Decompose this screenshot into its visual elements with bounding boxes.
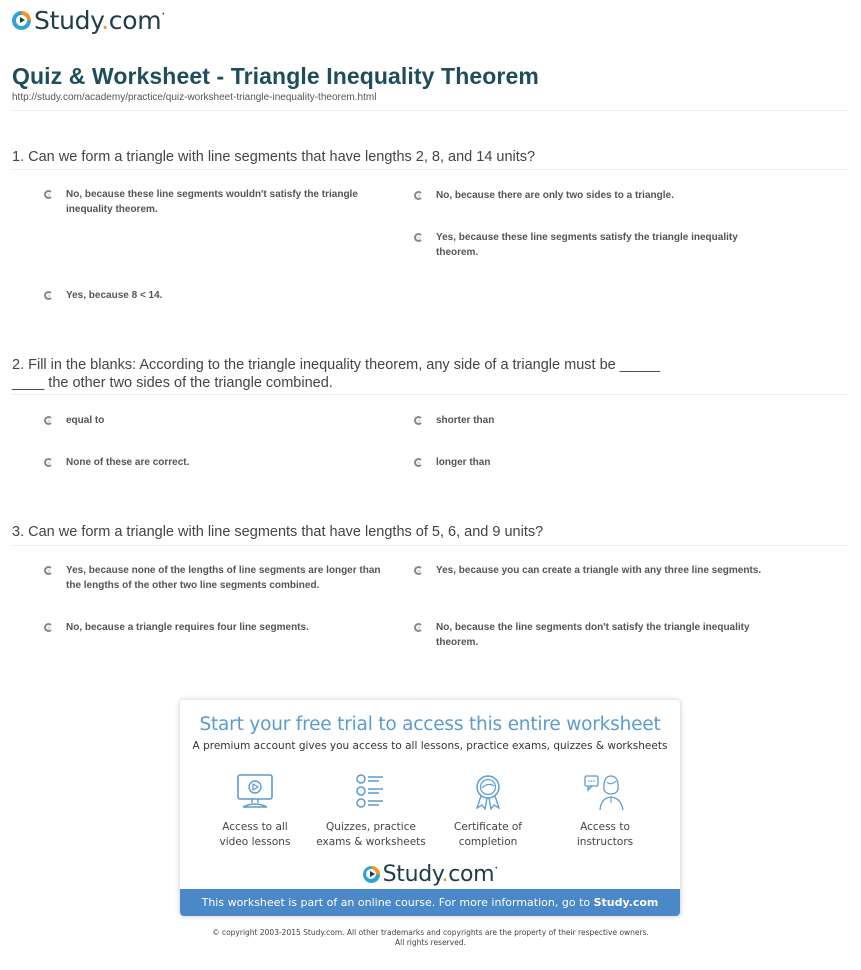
q1-option-b[interactable] — [414, 188, 766, 203]
feature-label: Certificate of completion — [454, 821, 522, 848]
radio-button-icon[interactable] — [414, 233, 423, 242]
option-label: Yes, because you can create a triangle with any three line segments. — [436, 565, 762, 576]
free-trial-promo[interactable] — [180, 700, 680, 916]
q2-option-c[interactable] — [44, 455, 396, 470]
divider — [12, 110, 849, 111]
trademark-mark: • — [495, 866, 498, 872]
option-label: No, because a triangle requires four line segments. — [66, 622, 309, 633]
q2-option-b[interactable] — [414, 413, 766, 428]
q3-option-d[interactable] — [414, 620, 766, 650]
logo-wordmark: Study.com — [34, 5, 162, 35]
radio-button-icon[interactable] — [414, 191, 423, 200]
option-label: No, because there are only two sides to a triangle. — [436, 190, 674, 201]
logo-wordmark: Study.com — [382, 861, 495, 887]
radio-button-icon[interactable] — [44, 623, 53, 632]
q3-option-a[interactable] — [44, 563, 396, 593]
copyright-notice: © copyright 2003-2015 Study.com. All other trademarks and copyrights are the property of their respective owners. All rights reserved. — [212, 928, 649, 947]
radio-button-icon[interactable] — [44, 566, 53, 575]
radio-button-icon[interactable] — [44, 190, 53, 199]
option-label: No, because the line segments don't satisfy the triangle inequality theorem. — [436, 622, 750, 648]
radio-button-icon[interactable] — [44, 291, 53, 300]
option-label: Yes, because none of the lengths of line segments are longer than the lengths of the other two line segments combined. — [66, 565, 381, 591]
q2-option-a[interactable] — [44, 413, 396, 428]
radio-button-icon[interactable] — [44, 458, 53, 467]
video-monitor-icon — [235, 772, 275, 812]
question-2-text — [12, 356, 712, 392]
q1-option-d[interactable] — [44, 288, 396, 303]
option-label: Yes, because these line segments satisfy the triangle inequality theorem. — [436, 232, 738, 258]
feature-label: Access to instructors — [576, 821, 634, 848]
page-url[interactable]: http://study.com/academy/practice/quiz-worksheet-triangle-inequality-theorem.html — [12, 92, 377, 103]
feature-instructors — [545, 772, 665, 850]
option-label: longer than — [436, 457, 491, 468]
option-label: equal to — [66, 415, 105, 426]
feature-label: Access to all video lessons — [219, 821, 291, 848]
radio-button-icon[interactable] — [414, 623, 423, 632]
q1-option-a[interactable] — [44, 187, 396, 217]
study-logo[interactable] — [12, 6, 164, 34]
promo-headline[interactable]: Start your free trial to access this entire worksheet — [199, 714, 661, 735]
feature-video-lessons — [195, 772, 315, 850]
feature-certificate — [428, 772, 548, 850]
divider — [12, 394, 849, 395]
question-3-text: 3. Can we form a triangle with line segments that have lengths of 5, 6, and 9 units? — [12, 524, 544, 540]
quiz-list-icon — [351, 772, 391, 812]
divider — [12, 169, 849, 170]
course-info-bar[interactable]: This worksheet is part of an online course. For more information, go to Study.com — [180, 889, 680, 916]
option-label: shorter than — [436, 415, 495, 426]
q3-option-b[interactable] — [414, 563, 766, 578]
radio-button-icon[interactable] — [414, 416, 423, 425]
q2-option-d[interactable] — [414, 455, 766, 470]
question-1-text: 1. Can we form a triangle with line segments that have lengths 2, 8, and 14 units? — [12, 149, 536, 165]
divider — [12, 545, 849, 546]
feature-label: Quizzes, practice exams & worksheets — [316, 821, 426, 848]
question-2-line-2: ____ the other two sides of the triangle combined. — [12, 375, 333, 391]
q1-option-c[interactable] — [414, 230, 766, 260]
play-circle-logo-icon — [12, 11, 31, 30]
promo-subhead: A premium account gives you access to all lessons, practice exams, quizzes & worksheets — [192, 740, 668, 752]
promo-study-logo[interactable] — [180, 860, 680, 888]
option-label: No, because these line segments wouldn't satisfy the triangle inequality theorem. — [66, 189, 358, 215]
radio-button-icon[interactable] — [414, 566, 423, 575]
option-label: None of these are correct. — [66, 457, 190, 468]
instructor-chat-icon — [583, 772, 627, 812]
option-label: Yes, because 8 < 14. — [66, 290, 163, 301]
study-com-link[interactable]: Study.com — [593, 896, 659, 909]
radio-button-icon[interactable] — [44, 416, 53, 425]
trademark-mark: • — [162, 12, 165, 18]
feature-quizzes — [311, 772, 431, 850]
play-circle-logo-icon — [363, 866, 380, 883]
question-2-line-1: 2. Fill in the blanks: According to the triangle inequality theorem, any side of a triangle must be _____ — [12, 357, 661, 373]
radio-button-icon[interactable] — [414, 458, 423, 467]
q3-option-c[interactable] — [44, 620, 396, 635]
certificate-ribbon-icon — [468, 772, 508, 812]
page-title: Quiz & Worksheet - Triangle Inequality Theorem — [12, 63, 539, 89]
